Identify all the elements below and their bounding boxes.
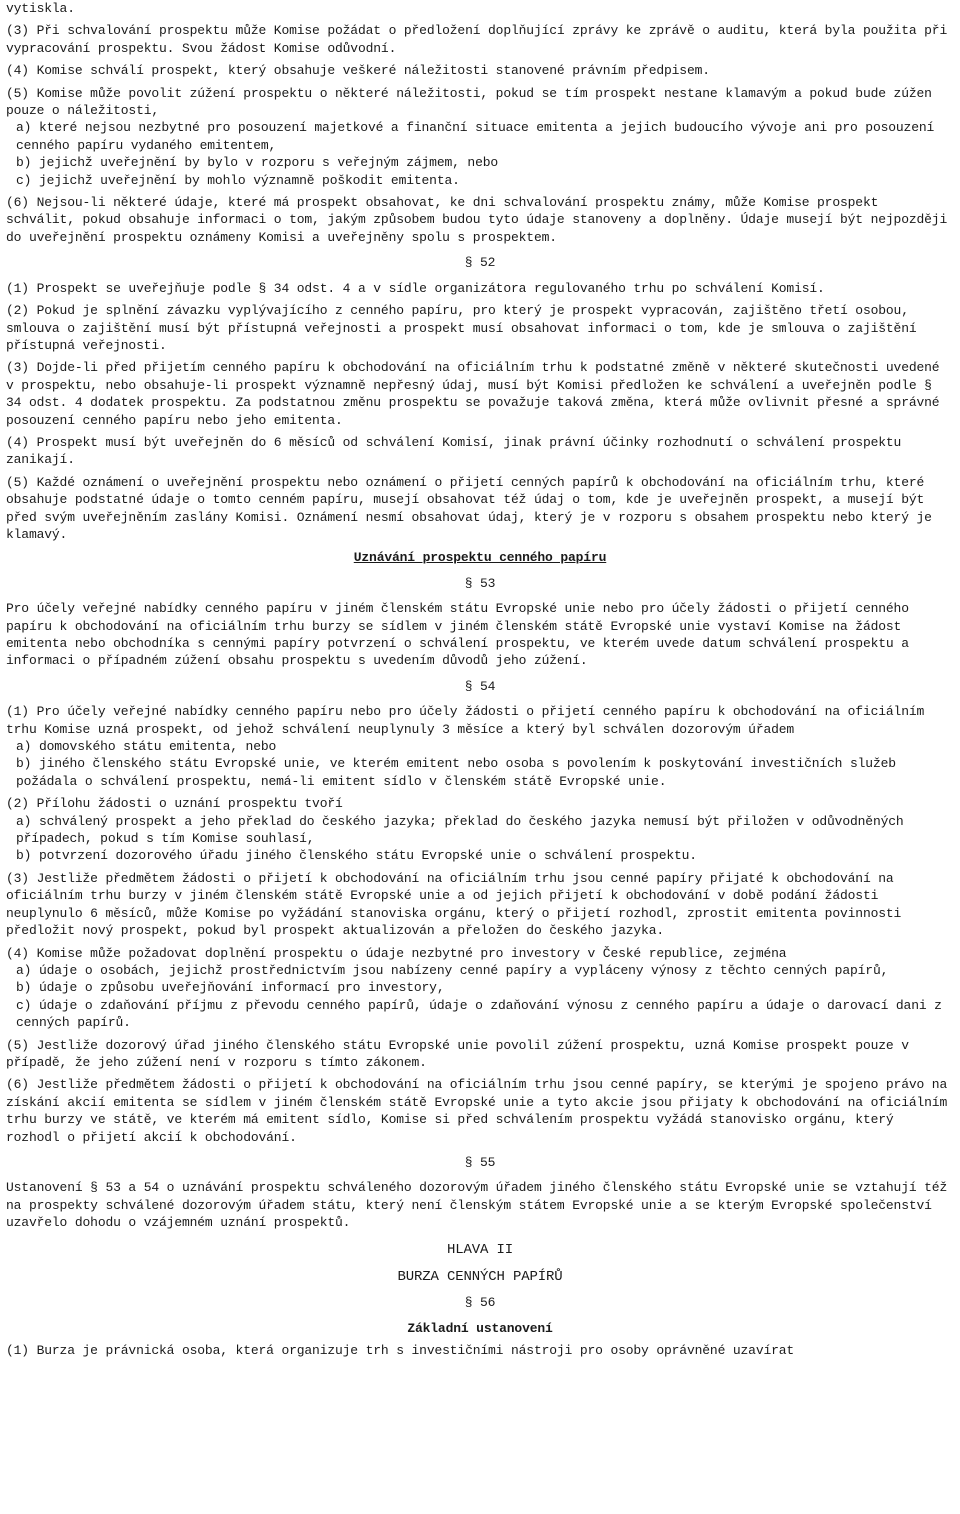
paragraph: (6) Jestliže předmětem žádosti o přijetí k obchodování na oficiálním trhu jsou cenné papíry, se kterými je spojeno právo na získání akcií emitenta se sídlem v jiném členském státě Evropské unie a tyto akcie jsou přijaty k obchodování na oficiálním trhu burzy ve státě, ve kterém má emitent sídlo, Komise si před schválením prospektu vyžádá stanovisko orgánu, který rozhodl o přijetí akcií k obchodování. (6, 1077, 948, 1145)
paragraph: vytiskla. (6, 1, 75, 16)
section-number: § 55 (464, 1154, 496, 1170)
section-number: § 54 (464, 678, 496, 694)
paragraph: (5) Komise může povolit zúžení prospektu o některé náležitosti, pokud se tím prospekt nestane klamavým a pokud bude zúžen pouze o náležitosti, (6, 85, 932, 119)
paragraph: (3) Jestliže předmětem žádosti o přijetí k obchodování na oficiálním trhu jsou cenné papíry přijaté k obchodování na oficiálním trhu burzy v jiném členském státě Evropské unie a od jejich přijetí k obchodování v době podání žádosti neuplynulo 6 měsíců, může Komise po vyžádání stanoviska orgánu, který o přijetí rozhodl, zprostit emitenta povinnosti předložit nový prospekt, pokud byl prospekt aktualizován a přeložen do českého jazyka. (6, 870, 902, 939)
section-number: § 53 (464, 575, 496, 591)
paragraph: (1) Burza je právnická osoba, která organizuje trh s investičními nástroji pro osoby oprávněné uzavírat (6, 1343, 795, 1359)
paragraph: (4) Komise může požadovat doplnění prospektu o údaje nezbytné pro investory v České republice, zejména (6, 945, 787, 961)
paragraph: (3) Dojde-li před přijetím cenného papíru k obchodování na oficiálním trhu k podstatné změně v některé skutečnosti uvedené v prospektu, nebo obsahuje-li prospekt významně nepřesný údaj, musí být Komisi předložen ke schválení a uveřejněn podle § 34 odst. 4 dodatek prospektu. Za podstatnou změnu prospektu se považuje taková změna, která může ovlivnit přesné a správné posouzení cenného papíru nebo jeho emitenta. (6, 360, 940, 428)
list-item: c) údaje o zdaňování příjmu z převodu cenného papírů, údaje o zdaňování výnosu z cenného papíru a údaje o darovací dani z cenných papírů. (16, 997, 942, 1031)
section-heading: Uznávání prospektu cenného papíru (353, 550, 607, 566)
paragraph: (6) Nejsou-li některé údaje, které má prospekt obsahovat, ke dni schvalování prospektu známy, může Komise prospekt schválit, pokud obsahuje informaci o tom, jakým způsobem budou tyto údaje stanoveny a doplněny. Údaje musejí být nejpozději do uveřejnění prospektu oznámeny Komisi a uveřejněny spolu s prospektem. (6, 195, 948, 245)
part-title: BURZA CENNÝCH PAPÍRŮ (397, 1269, 563, 1285)
section-number: § 52 (464, 255, 496, 271)
part-heading: HLAVA II (446, 1241, 513, 1258)
list-item: b) jejichž uveřejnění by bylo v rozporu s veřejným zájmem, nebo (16, 155, 499, 171)
list-item: b) údaje o způsobu uveřejňování informací pro investory, (16, 980, 445, 996)
list-item: a) které nejsou nezbytné pro posouzení majetkové a finanční situace emitenta a jejich budoucího vývoje ani pro posouzení cenného papíru vydaného emitentem, (16, 120, 935, 153)
paragraph: (4) Komise schválí prospekt, který obsahuje veškeré náležitosti stanovené právním předpisem. (6, 63, 710, 79)
paragraph: Ustanovení § 53 a 54 o uznávání prospektu schváleného dozorovým úřadem jiného členského státu Evropské unie se vztahují též na prospekty schválené dozorovým úřadem státu, který není členským státem Evropské unie a se kterým Evropské společenství uzavřelo dohodu o vzájemném uznání prospektů. (6, 1180, 948, 1231)
paragraph: (1) Pro účely veřejné nabídky cenného papíru nebo pro účely žádosti o přijetí cenného papíru k obchodování na oficiálním trhu Komise uzná prospekt, od jehož schválení neuplynuly 3 měsíce a který byl schválen dozorovým úřadem (6, 704, 925, 737)
paragraph: Pro účely veřejné nabídky cenného papíru v jiném členském státu Evropské unie nebo pro účely žádosti o přijetí cenného papíru k obchodování na oficiálním trhu burzy se sídlem v jiném členském státě Evropské unie vystaví Komise na žádost emitenta nebo obchodníka s cennými papíry potvrzení o schválení prospektu, ve kterém uvede datum schválení prospektu a informaci o případném zúžení obsahu prospektu s uvedením důvodů jeho zúžení. (6, 601, 909, 669)
section-number: § 56 (464, 1295, 496, 1311)
paragraph: (2) Přílohu žádosti o uznání prospektu tvoří (6, 796, 343, 812)
list-item: c) jejichž uveřejnění by mohlo významně poškodit emitenta. (16, 172, 460, 188)
list-item: b) jiného členského státu Evropské unie, ve kterém emitent nebo osoba s povolením k poskytování investičních služeb požádala o schválení prospektu, nemá-li emitent sídlo v členském státě Evropské unie. (16, 756, 896, 789)
list-item: a) schválený prospekt a jeho překlad do českého jazyka; překlad do českého jazyka nemusí být přiložen v odůvodněných případech, pokud s tím Komise souhlasí, (16, 813, 904, 847)
section-heading: Základní ustanovení (407, 1320, 553, 1336)
list-item: a) údaje o osobách, jejichž prostřednictvím jsou nabízeny cenné papíry a vypláceny výnosy z těchto cenných papírů, (16, 962, 889, 978)
paragraph: (5) Jestliže dozorový úřad jiného členského státu Evropské unie povolil zúžení prospektu, uzná Komise prospekt pouze v případě, že jeho zúžení není v rozporu s tímto zákonem. (6, 1037, 909, 1070)
paragraph: (4) Prospekt musí být uveřejněn do 6 měsíců od schválení Komisí, jinak právní účinky rozhodnutí o schválení prospektu zanikají. (6, 434, 902, 468)
paragraph: (5) Každé oznámení o uveřejnění prospektu nebo oznámení o přijetí cenných papírů k obchodování na oficiálním trhu, které obsahuje podstatné údaje o tomto cenném papíru, musejí obsahovat též údaj o tom, kde je uveřejněn prospekt, a musejí být před svým uveřejněním zaslány Komisi. Oznámení nesmí obsahovat údaj, který je v rozporu s obsahem prospektu nebo který je klamavý. (6, 474, 932, 542)
paragraph: (1) Prospekt se uveřejňuje podle § 34 odst. 4 a v sídle organizátora regulovaného trhu po schválení Komisí. (6, 280, 825, 296)
list-item: a) domovského státu emitenta, nebo (16, 739, 277, 755)
list-item: b) potvrzení dozorového úřadu jiného členského státu Evropské unie o schválení prospektu. (16, 848, 697, 864)
paragraph: (3) Při schvalování prospektu může Komise požádat o předložení doplňující zprávy ke zprávě o auditu, která byla použita při vypracování prospektu. Svou žádost Komise odůvodní. (6, 23, 948, 56)
paragraph: (2) Pokud je splnění závazku vyplývajícího z cenného papíru, pro který je prospekt vypracován, zajištěno třetí osobou, smlouva o zajištění musí být přístupná veřejnosti a prospekt musí obsahovat informaci o tom, kde je smlouva o zajištění přístupná veřejnosti. (6, 303, 917, 353)
